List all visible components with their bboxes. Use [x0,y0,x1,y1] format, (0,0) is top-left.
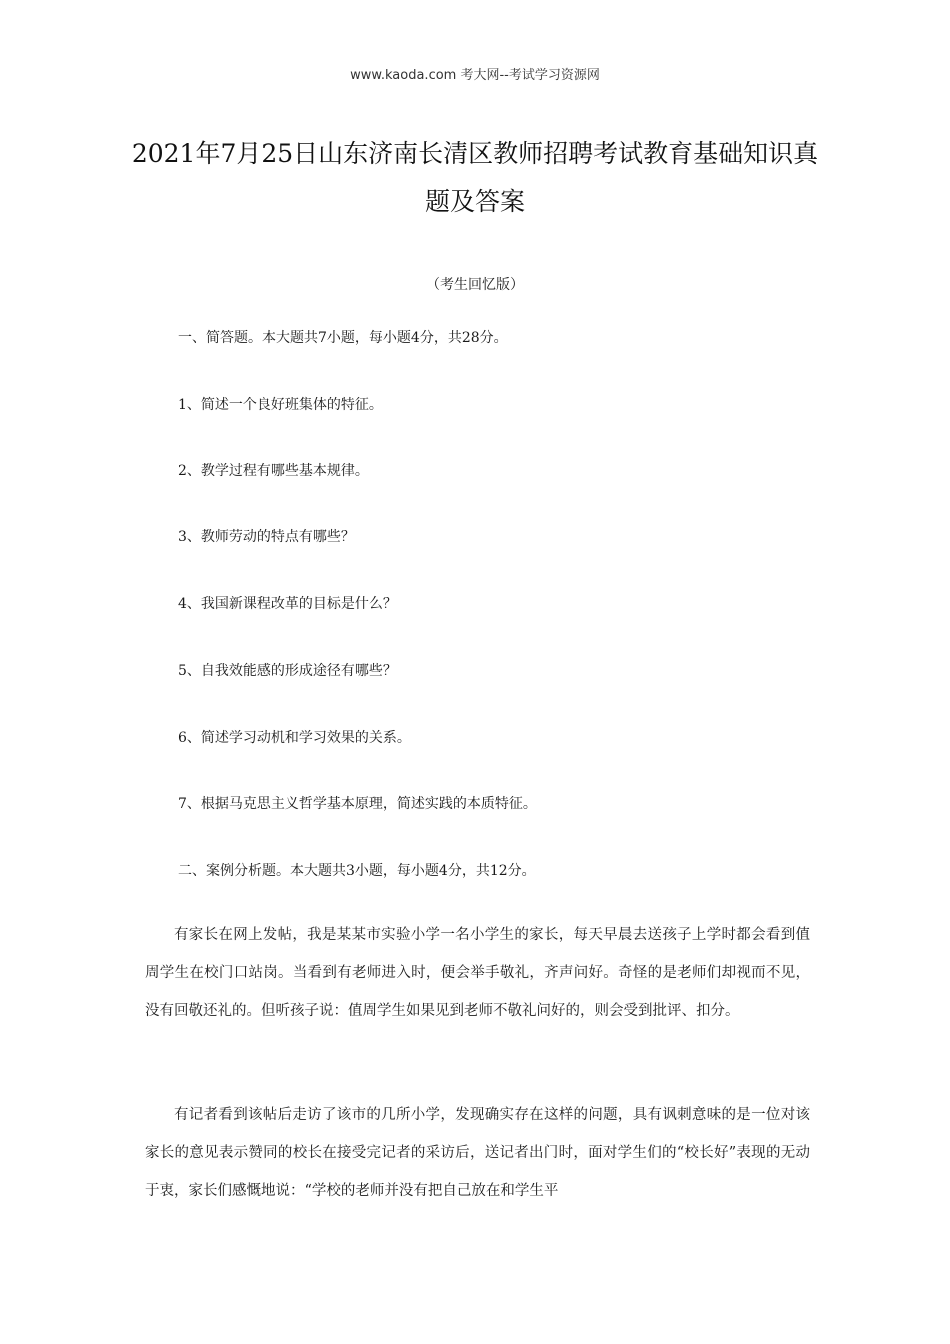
document-title: 2021年7月25日山东济南长清区教师招聘考试教育基础知识真题及答案 [131,139,819,216]
page-header: www.kaoda.com 考大网--考试学习资源网 [350,68,600,83]
question-item: 4、我国新课程改革的目标是什么？ [178,596,397,612]
document-subtitle: （考生回忆版） [426,277,524,293]
case-paragraph: 有记者看到该帖后走访了该市的几所小学，发现确实存在这样的问题，具有讽刺意味的是一位对该家长的意见表示赞同的校长在接受完记者的采访后，送记者出门时，面对学生们的“校长好”表现的无动于衷，家长们感慨地说：“学校的老师并没有把自己放在和学生平 [145,1107,810,1199]
question-item: 3、教师劳动的特点有哪些？ [178,529,355,545]
case-paragraph: 有家长在网上发帖，我是某某市实验小学一名小学生的家长，每天早晨去送孩子上学时都会看到值周学生在校门口站岗。当看到有老师进入时，便会举手敬礼，齐声问好。奇怪的是老师们却视而不见，没有回敬还礼的。但听孩子说：值周学生如果见到老师不敬礼问好的，则会受到批评、扣分。 [145,927,810,1019]
question-item: 1、简述一个良好班集体的特征。 [178,397,383,413]
section-heading-case-analysis: 二、案例分析题。本大题共3小题，每小题4分，共12分。 [178,863,536,879]
question-item: 5、自我效能感的形成途径有哪些？ [178,663,397,679]
section-heading-short-answer: 一、简答题。本大题共7小题，每小题4分，共28分。 [178,330,508,346]
question-item: 2、教学过程有哪些基本规律。 [178,463,369,479]
question-item: 6、简述学习动机和学习效果的关系。 [178,730,411,746]
question-item: 7、根据马克思主义哲学基本原理，简述实践的本质特征。 [178,796,537,812]
